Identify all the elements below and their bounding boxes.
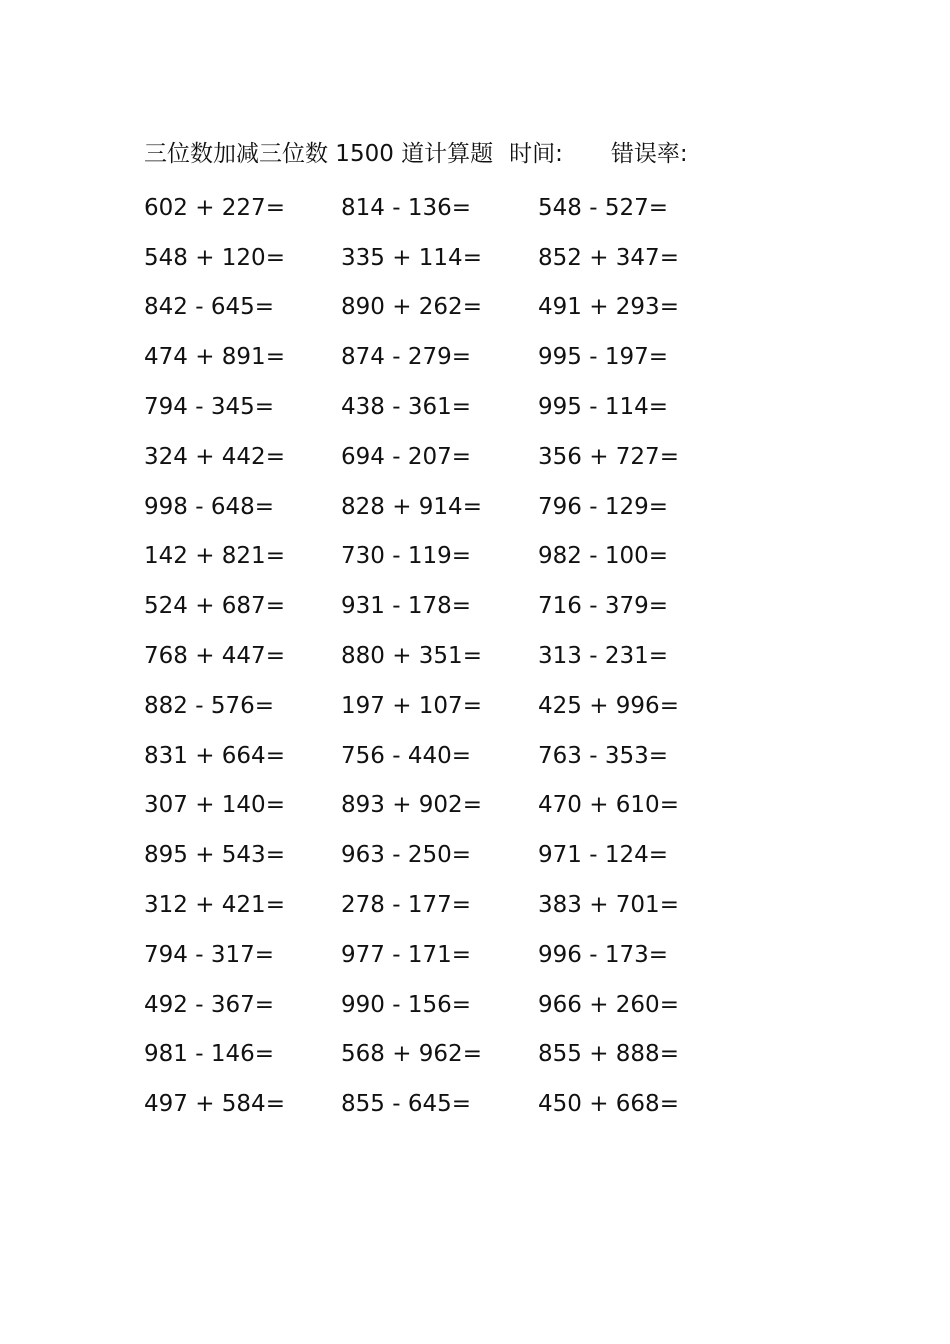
problem-item: 356 + 727= <box>538 443 679 470</box>
problem-item: 855 + 888= <box>538 1041 679 1068</box>
problem-row <box>144 830 764 880</box>
problem-item: 890 + 262= <box>341 294 482 321</box>
problem-item: 831 + 664= <box>144 742 285 769</box>
problem-item: 995 - 114= <box>538 394 668 421</box>
problem-item: 855 - 645= <box>341 1091 471 1118</box>
problem-row <box>144 681 764 731</box>
problem-item: 716 - 379= <box>538 593 668 620</box>
problem-row <box>144 880 764 930</box>
problem-item: 796 - 129= <box>538 493 668 520</box>
problem-item: 142 + 821= <box>144 543 285 570</box>
problem-row <box>144 432 764 482</box>
problem-item: 893 + 902= <box>341 792 482 819</box>
problem-item: 548 + 120= <box>144 244 285 271</box>
problem-item: 842 - 645= <box>144 294 274 321</box>
problem-item: 602 + 227= <box>144 194 285 221</box>
problem-item: 998 - 648= <box>144 493 274 520</box>
problem-item: 874 - 279= <box>341 344 471 371</box>
problem-item: 977 - 171= <box>341 941 471 968</box>
problem-item: 931 - 178= <box>341 593 471 620</box>
problem-item: 763 - 353= <box>538 742 668 769</box>
problem-item: 313 - 231= <box>538 643 668 670</box>
problem-item: 880 + 351= <box>341 643 482 670</box>
problem-item: 794 - 317= <box>144 941 274 968</box>
problem-row <box>144 233 764 283</box>
problem-item: 278 - 177= <box>341 892 471 919</box>
problem-item: 474 + 891= <box>144 344 285 371</box>
problem-row <box>144 183 764 233</box>
worksheet-title: 三位数加减三位数 1500 道计算题 <box>144 140 494 167</box>
problem-row <box>144 930 764 980</box>
problem-item: 966 + 260= <box>538 991 679 1018</box>
error-rate-label: 错误率: <box>610 140 688 167</box>
problem-item: 852 + 347= <box>538 244 679 271</box>
problem-item: 996 - 173= <box>538 941 668 968</box>
problem-item: 335 + 114= <box>341 244 482 271</box>
problem-row <box>144 1079 764 1129</box>
problem-item: 470 + 610= <box>538 792 679 819</box>
problem-row <box>144 731 764 781</box>
problem-row <box>144 581 764 631</box>
problem-item: 438 - 361= <box>341 394 471 421</box>
problem-item: 768 + 447= <box>144 643 285 670</box>
problem-item: 756 - 440= <box>341 742 471 769</box>
problem-item: 982 - 100= <box>538 543 668 570</box>
problem-item: 895 + 543= <box>144 842 285 869</box>
time-label: 时间: <box>509 140 563 167</box>
problem-row <box>144 980 764 1030</box>
problem-item: 990 - 156= <box>341 991 471 1018</box>
problem-item: 814 - 136= <box>341 194 471 221</box>
problem-row <box>144 482 764 532</box>
problem-item: 383 + 701= <box>538 892 679 919</box>
problem-row <box>144 382 764 432</box>
problem-row <box>144 781 764 831</box>
problem-row <box>144 631 764 681</box>
problem-item: 491 + 293= <box>538 294 679 321</box>
problem-item: 324 + 442= <box>144 443 285 470</box>
problem-item: 497 + 584= <box>144 1091 285 1118</box>
problem-item: 307 + 140= <box>144 792 285 819</box>
problem-item: 492 - 367= <box>144 991 274 1018</box>
problem-item: 197 + 107= <box>341 692 482 719</box>
problem-row <box>144 332 764 382</box>
problem-item: 971 - 124= <box>538 842 668 869</box>
problem-item: 828 + 914= <box>341 493 482 520</box>
problem-item: 312 + 421= <box>144 892 285 919</box>
problem-item: 568 + 962= <box>341 1041 482 1068</box>
problem-item: 425 + 996= <box>538 692 679 719</box>
problem-row <box>144 283 764 333</box>
problem-item: 981 - 146= <box>144 1041 274 1068</box>
problem-item: 524 + 687= <box>144 593 285 620</box>
problem-row <box>144 1030 764 1080</box>
problem-item: 963 - 250= <box>341 842 471 869</box>
problem-item: 450 + 668= <box>538 1091 679 1118</box>
problem-item: 882 - 576= <box>144 692 274 719</box>
problem-item: 694 - 207= <box>341 443 471 470</box>
problem-item: 548 - 527= <box>538 194 668 221</box>
worksheet-header <box>144 134 688 168</box>
problem-item: 995 - 197= <box>538 344 668 371</box>
problem-row <box>144 532 764 582</box>
problem-item: 730 - 119= <box>341 543 471 570</box>
problem-item: 794 - 345= <box>144 394 274 421</box>
problem-grid <box>144 183 764 1129</box>
